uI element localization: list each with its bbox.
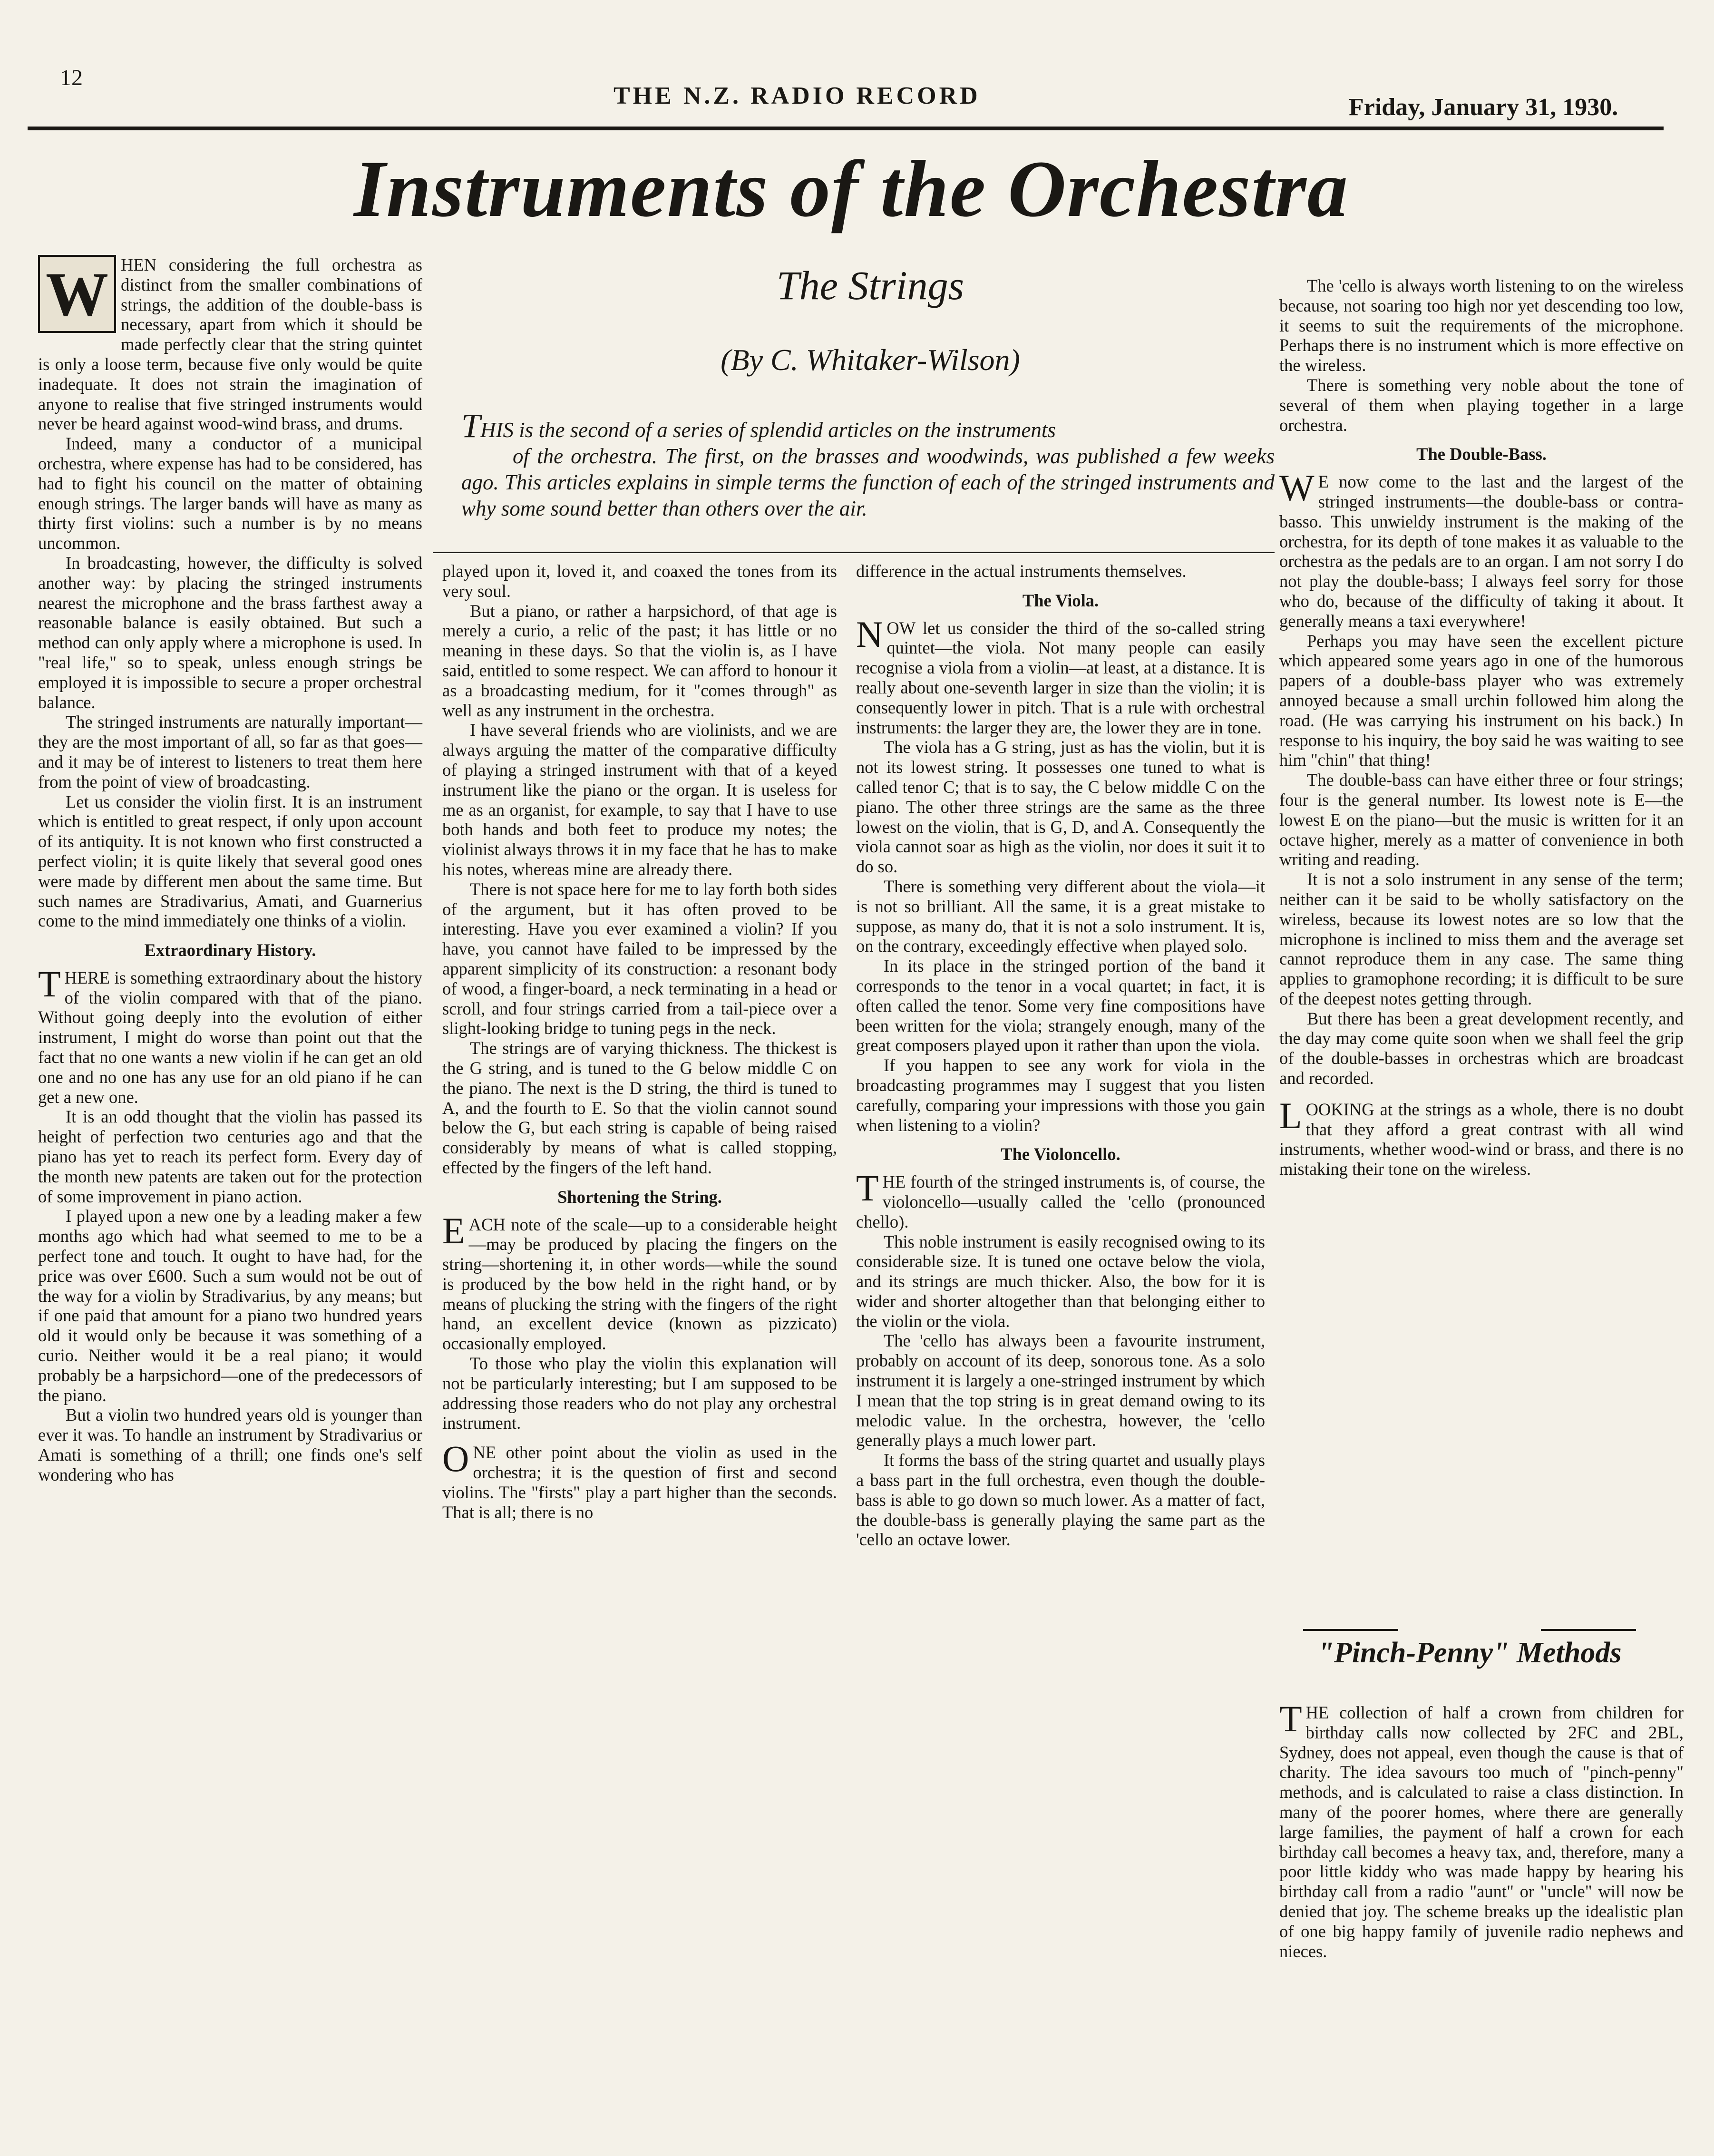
paragraph-text: HERE is something extraordinary about the history of the violin compared with that of the piano. Without going deeply into the evolution of either instrument, I might do worse than point out that the fact that no one wants a new violin if he can get an old one and no one has any use for an old piano if he can get a new one. (38, 967, 422, 1107)
paragraph: HEN considering the full orchestra as distinct from the smaller combinations of strings, the addition of the double-bass is necessary, apart from which it should be made perfectly clear that the string quintet is only a loose term, because five only would be quite inadequate. It does not strain the imagination of anyone to realise that five stringed instruments would never be heard against wood-wind brass, and drums. (38, 255, 422, 434)
illuminated-letter: W (46, 259, 108, 329)
intro-rule (433, 552, 1275, 553)
section-heading: The Double-Bass. (1416, 444, 1547, 464)
masthead-rule (28, 127, 1664, 130)
dropcap: T (856, 1167, 879, 1209)
paragraph: But a violin two hundred years old is younger than ever it was. To handle an instrument by Stradivarius or Amati is something of a thrill; one finds one's self wondering who has (38, 1405, 422, 1484)
column-4 (1279, 276, 1684, 1179)
paragraph: The 'cello has always been a favourite instrument, probably on account of its deep, sonorous tone. As a solo instrument it is largely a one-stringed instrument by which I mean that the top string is in great demand owing to its melodic value. In the orchestra, however, the 'cello generally plays a much lower part. (856, 1331, 1265, 1450)
dropcap: O (442, 1438, 469, 1480)
sidebar-rule-top-right (1541, 1629, 1636, 1631)
paragraph (442, 1438, 837, 1522)
paragraph-text: OOKING at the strings as a whole, there is no doubt that they afford a great contrast with all wind instruments, whether wood-wind or brass, and there is no mistaking their tone on the wireless. (1279, 1099, 1684, 1179)
paragraph: There is something very different about the viola—it is not so brilliant. All the same, it is a great mistake to suppose, as many do, that it is not a solo instrument. It is, on the contrary, exceedingly effective when played solo. (856, 876, 1265, 956)
article-subtitle: The Strings (776, 263, 964, 308)
paragraph: If you happen to see any work for viola in the broadcasting programmes may I suggest that you listen carefully, comparing your impressions with those you gain when listening to a violin? (856, 1055, 1265, 1135)
intro-dropcap: T (461, 407, 481, 445)
dropcap: T (1279, 1698, 1302, 1739)
article-intro (461, 407, 1275, 522)
dropcap: L (1279, 1094, 1302, 1136)
paragraph: To those who play the violin this explanation will not be particularly interesting; but I am supposed to be addressing those readers who do not play any orchestral instrument. (442, 1354, 837, 1433)
intro-line1: HIS is the second of a series of splendid articles on the instruments (480, 418, 1056, 442)
paragraph: Perhaps you may have seen the excellent picture which appeared some years ago in one of the humorous papers of a double-bass player who was extremely annoyed because a small urchin followed him along the road. (He was carrying his instrument on his back.) In response to his inquiry, the boy said he was waiting to see him "chin" that thing! (1279, 631, 1684, 770)
paragraph: It forms the bass of the string quartet and usually plays a bass part in the full orchestra, even though the double-bass is able to go down so much lower. As a matter of fact, the double-bass is generally playing the same part as the 'cello an octave lower. (856, 1450, 1265, 1550)
section-heading: The Violoncello. (1001, 1144, 1120, 1164)
paragraph-text: HE fourth of the stringed instruments is, of course, the violoncello—usually called the 'cello (pronounced chello). (856, 1172, 1265, 1231)
paragraph: Let us consider the violin first. It is an instrument which is entitled to great respect, if only upon account of its antiquity. It is not known who first constructed a perfect violin; it is quite likely that several good ones were made by different men about the same time. But such names are Stradivarius, Amati, and Guarnerius come to the mind immediately one thinks of a violin. (38, 791, 422, 931)
paragraph: I played upon a new one by a leading maker a few months ago which had what seemed to me to be a perfect tone and touch. It ought to have had, for the price was over £600. Such a sum would not be out of the way for a violin by Stradivarius, by any means; but if one paid that amount for a piano two hundred years old it would only be because it was something of a curio. Neither would it be a real piano; it would probably be a harpsichord—one of the predecessors of the piano. (38, 1206, 422, 1405)
paragraph-text: ACH note of the scale—up to a considerable height—may be produced by placing the fingers on the string—shortening it, in other words—while the sound is produced by the bow held in the right hand, or by means of plucking the string with the fingers of the right hand, an excellent device (known as pizzicato) occasionally employed. (442, 1214, 837, 1354)
paragraph: The 'cello is always worth listening to on the wireless because, not soaring too high nor yet descending too low, it seems to suit the requirements of the microphone. Perhaps there is no instrument which is more effective on the wireless. (1279, 276, 1684, 375)
paragraph (38, 963, 422, 1107)
intro-text: of the orchestra. The first, on the brasses and woodwinds, was published a few weeks ago. This articles explains in simple terms the function of each of the stringed instruments and why some sound better than others over the air. (461, 444, 1275, 520)
paragraph: In broadcasting, however, the difficulty is solved another way: by placing the stringed instruments nearest the microphone and the brass farthest away a reasonable balance is easily obtained. But such a method can only apply where a microphone is used. In "real life," so to speak, unless enough strings be employed it is impossible to secure a proper orchestral balance. (38, 553, 422, 712)
paragraph: It is not a solo instrument in any sense of the term; neither can it be said to be wholly satisfactory on the wireless, because its lowest notes are so low that the microphone is inclined to miss them and the average set cannot reproduce them in any case. The same thing applies to gramophone recording; it is difficult to be sure of the deepest notes getting through. (1279, 869, 1684, 1008)
paragraph (442, 1210, 837, 1354)
column-1 (38, 255, 422, 1485)
sidebar-body (1279, 1698, 1684, 1961)
paragraph: The double-bass can have either three or four strings; four is the general number. Its lowest note is E—the lowest E on the piano—but the music is written for it an octave higher, merely as a matter of convenience in both writing and reading. (1279, 770, 1684, 869)
paragraph: The viola has a G string, just as has the violin, but it is not its lowest string. It possesses one tuned to what is called tenor C; that is to say, the C below middle C on the piano. The other three strings are the same as the three lowest on the violin, that is G, D, and A. Consequently the viola cannot soar as high as the violin, nor does it suit it to do so. (856, 737, 1265, 877)
paragraph (856, 613, 1265, 738)
masthead: THE N.Z. RADIO RECORD (614, 82, 981, 109)
section-heading: Shortening the String. (557, 1187, 722, 1207)
paragraph: The stringed instruments are naturally important—they are the most important of all, so far as that goes—and it may be of interest to listeners to treat them here from the point of view of broadcasting. (38, 712, 422, 791)
paragraph: I have several friends who are violinists, and we are always arguing the matter of the comparative difficulty of playing a stringed instrument with that of a keyed instrument like the piano or the organ. It is useless for me as an organist, for example, to say that I have to use both hands and both feet to produce my notes; the violinist always throws it in my face that he has to make his notes, whereas mine are already there. (442, 720, 837, 879)
article-title: Instruments of the Orchestra (354, 144, 1349, 234)
paragraph: difference in the actual instruments themselves. (856, 561, 1187, 581)
paragraph (1279, 467, 1684, 631)
column-3 (856, 561, 1265, 1550)
section-heading: Extraordinary History. (144, 940, 316, 960)
sidebar-title: "Pinch-Penny" Methods (1317, 1637, 1622, 1669)
dropcap: N (856, 613, 883, 655)
paragraph: There is not space here for me to lay forth both sides of the argument, but it has often proved to be interesting. Have you ever examined a violin? If you have, you cannot have failed to be impressed by the apparent simplicity of its construction: a resonant body of wood, a finger-board, a neck terminating in a head or scroll, and four strings carried from a tail-piece over a slight-looking bridge to tuning pegs in the neck. (442, 879, 837, 1038)
dropcap: W (1279, 467, 1315, 509)
paragraph: But a piano, or rather a harpsichord, of that age is merely a curio, a relic of the past; it has little or no meaning in these days. So that the violin is, as I have said, entitled to some respect. We can afford to honour it as a broadcasting medium, for it "comes through" as well as any instrument in the orchestra. (442, 601, 837, 720)
paragraph: This noble instrument is easily recognised owing to its considerable size. It is tuned one octave below the viola, and its strings are much thicker. Also, the bow for it is wider and shorter altogether than that belonging either to the violin or the viola. (856, 1231, 1265, 1331)
paragraph-text: OW let us consider the third of the so-called string quintet—the viola. Not many people can easily recognise a viola from a violin—at least, at a distance. It is really about one-seventh larger in size than the violin; it is consequently lower in pitch. That is a rule with orchestral instruments: the larger they are, the lower they are in tone. (856, 618, 1265, 737)
paragraph (856, 1167, 1265, 1231)
section-heading: The Viola. (1022, 590, 1099, 610)
paragraph-text: NE other point about the violin as used in the orchestra; it is the question of first and second violins. The "firsts" play a part higher than the seconds. That is all; there is no (442, 1443, 837, 1522)
article-byline: (By C. Whitaker-Wilson) (721, 343, 1020, 377)
paragraph-text: HE collection of half a crown from children for birthday calls now collected by 2FC and 2BL, Sydney, does not appeal, even though the cause is that of charity. The idea savours too much of "pinch-penny" methods, and is calculated to raise a class distinction. In many of the poorer homes, where there are generally large families, the payment of half a crown for each birthday call becomes a heavy tax, and, therefore, many a poor little kiddy who was made happy by hearing his birthday call from a radio "aunt" or "uncle" will now be denied that joy. The scheme breaks up the idealistic plan of one big happy family of juvenile radio nephews and nieces. (1279, 1703, 1684, 1961)
paragraph: But there has been a great development recently, and the day may come quite soon when we shall feel the grip of the double-basses in orchestras which are broadcast and recorded. (1279, 1008, 1684, 1088)
issue-date: Friday, January 31, 1930. (1349, 94, 1618, 121)
dropcap: E (442, 1210, 465, 1251)
paragraph: Indeed, many a conductor of a municipal orchestra, where expense has had to be considered, has had to fight his council on the matter of obtaining enough strings. The larger bands will have as many as thirty first violins: such a number is by no means uncommon. (38, 434, 422, 553)
sidebar-rule-top (1303, 1629, 1398, 1631)
paragraph: played upon it, loved it, and coaxed the tones from its very soul. (442, 561, 837, 601)
dropcap: T (38, 963, 61, 1005)
paragraph: It is an odd thought that the violin has passed its height of perfection two centuries ago and that the piano has yet to reach its perfect form. Every day of the month new patents are taken out for the protection of some improvement in piano action. (38, 1107, 422, 1206)
paragraph: The strings are of varying thickness. The thickest is the G string, and is tuned to the G below middle C on the piano. The next is the D string, the third is tuned to A, and the fourth to E. So that the violin cannot sound below the G, but each string is capable of being raised considerably by means of what is called stopping, effected by the fingers of the left hand. (442, 1038, 837, 1177)
paragraph (1279, 1698, 1684, 1961)
paragraph (1279, 1094, 1684, 1179)
paragraph-text: E now come to the last and the largest of the stringed instruments—the double-bass or contra-basso. This unwieldy instrument is the making of the orchestra, for its depth of tone makes it as valuable to the orchestra as the pedals are to an organ. I am not sorry I do not play the double-bass; I always feel sorry for those who do, because of the difficulty of taking it about. It generally means a taxi everywhere! (1279, 472, 1684, 631)
column-2 (442, 561, 837, 1522)
page-number: 12 (60, 65, 83, 90)
paragraph: There is something very noble about the tone of several of them when playing together in a large orchestra. (1279, 375, 1684, 435)
paragraph: In its place in the stringed portion of the band it corresponds to the tenor in a vocal quartet; in fact, it is often called the tenor. Some very fine compositions have been written for the viola; strangely enough, many of the great composers played upon it rather than upon the viola. (856, 956, 1265, 1055)
